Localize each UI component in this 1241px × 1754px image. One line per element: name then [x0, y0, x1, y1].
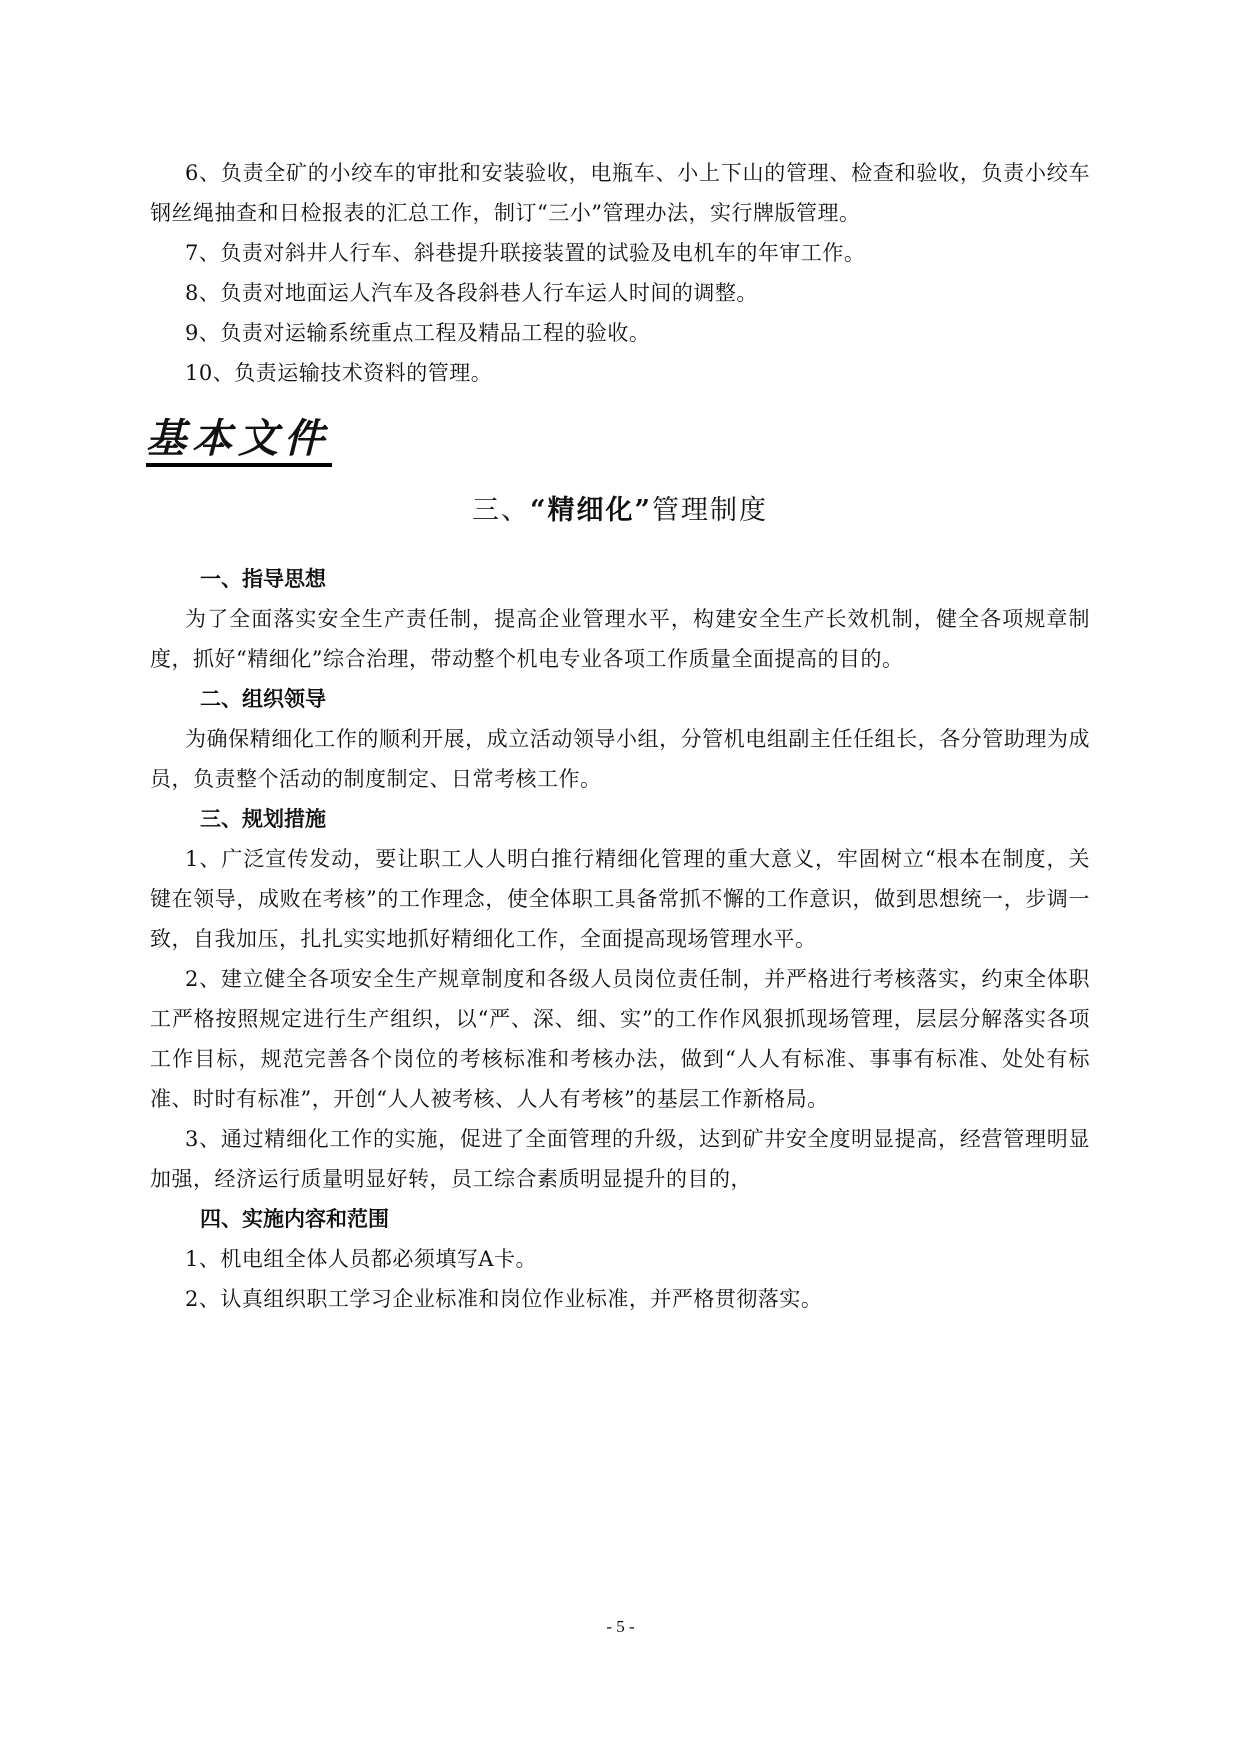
list-item: 7、负责对斜井人行车、斜巷提升联接装置的试验及电机车的年审工作。: [185, 241, 866, 265]
list-item: 9、负责对运输系统重点工程及精品工程的验收。: [185, 321, 651, 345]
document-body: [146, 153, 1090, 1319]
paragraph: 为确保精细化工作的顺利开展，成立活动领导小组，分管机电组副主任任组长，各分管助理为成员，负责整个活动的制度制定、日常考核工作。: [150, 727, 1090, 791]
paragraph: 1、广泛宣传发动，要让职工人人明白推行精细化管理的重大意义，牢固树立“根本在制度，关键在领导，成败在考核”的工作理念，使全体职工具备常抓不懈的工作意识，做到思想统一，步调一致，自我加压，扎扎实实地抓好精细化工作，全面提高现场管理水平。: [150, 847, 1090, 951]
title-prefix: 三、: [471, 495, 530, 526]
paragraph: 1、机电组全体人员都必须填写A卡。: [185, 1247, 538, 1271]
basic-document-stamp: 基本文件: [146, 415, 332, 467]
section-heading: 二、组织领导: [200, 687, 326, 711]
page-number: - 5 -: [606, 1617, 635, 1636]
section-heading: 一、指导思想: [200, 567, 326, 591]
paragraph: 3、通过精细化工作的实施，促进了全面管理的升级，达到矿井安全度明显提高，经营管理明显加强，经济运行质量明显好转，员工综合素质明显提升的目的，: [150, 1127, 1090, 1191]
section-heading: 三、规划措施: [200, 807, 326, 831]
section-heading: 四、实施内容和范围: [200, 1207, 389, 1231]
title-quoted: “精细化”: [529, 495, 653, 526]
paragraph: 2、建立健全各项安全生产规章制度和各级人员岗位责任制，并严格进行考核落实，约束全体职工严格按照规定进行生产组织，以“严、深、细、实”的工作作风狠抓现场管理，层层分解落实各项工作目标，规范完善各个岗位的考核标准和考核办法，做到“人人有标准、事事有标准、处处有标准、时时有标准”，开创“人人被考核、人人有考核”的基层工作新格局。: [150, 967, 1090, 1111]
list-item: 10、负责运输技术资料的管理。: [185, 361, 493, 385]
paragraph: 为了全面落实安全生产责任制，提高企业管理水平，构建安全生产长效机制，健全各项规章制度，抓好“精细化”综合治理，带动整个机电专业各项工作质量全面提高的目的。: [150, 607, 1090, 671]
page-title: [150, 491, 1090, 531]
title-suffix: 管理制度: [652, 495, 769, 526]
paragraph: 2、认真组织职工学习企业标准和岗位作业标准，并严格贯彻落实。: [185, 1287, 823, 1311]
list-item: 6、负责全矿的小绞车的审批和安装验收，电瓶车、小上下山的管理、检查和验收，负责小绞车钢丝绳抽查和日检报表的汇总工作，制订“三小”管理办法，实行牌版管理。: [150, 161, 1090, 225]
list-item: 8、负责对地面运人汽车及各段斜巷人行车运人时间的调整。: [185, 281, 758, 305]
